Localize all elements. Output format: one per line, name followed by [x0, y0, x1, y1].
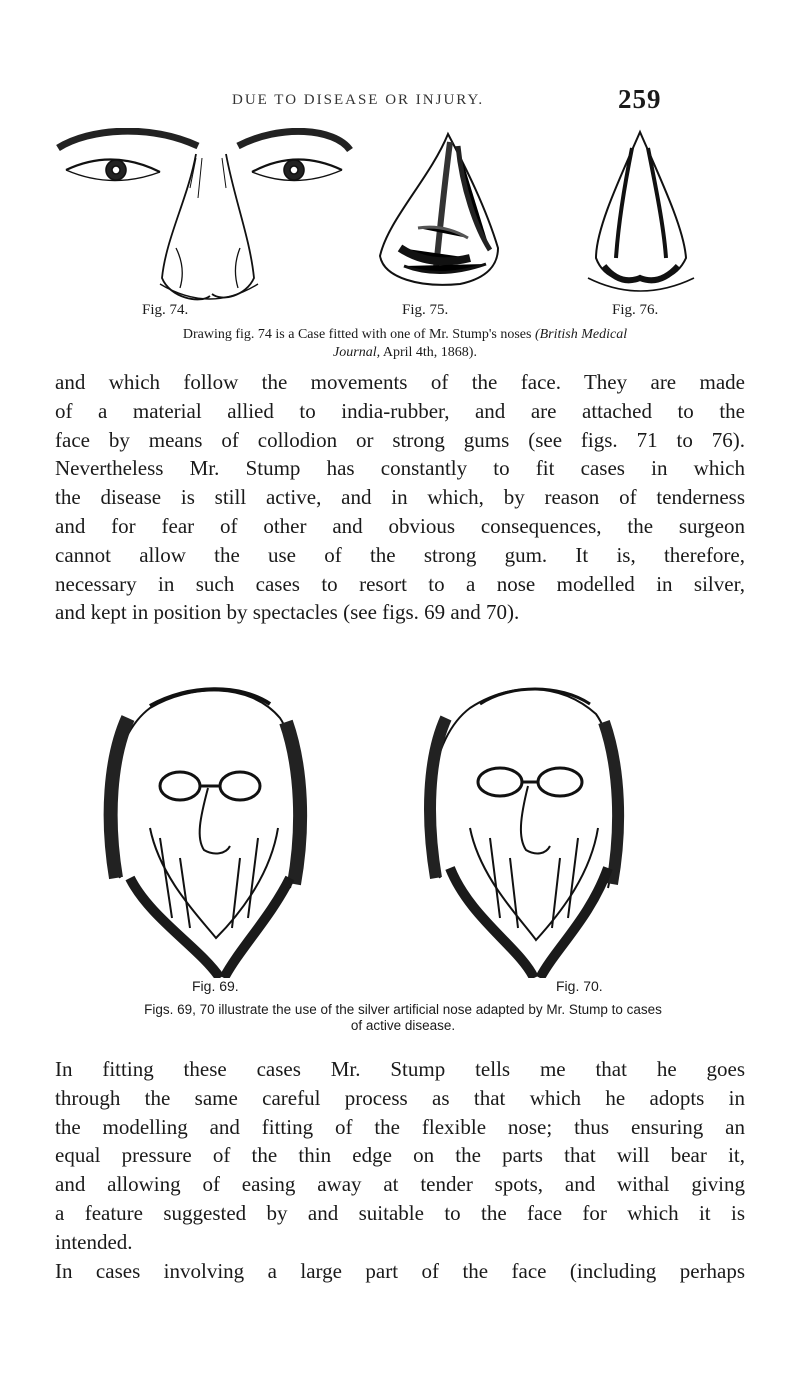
running-title: DUE TO DISEASE OR INJURY.: [232, 92, 485, 108]
paragraph-1: [55, 368, 745, 627]
fig-75-drawing: [380, 134, 498, 285]
text-line: In cases involving a large part of the face (including perhaps: [55, 1259, 745, 1283]
text-line: a feature suggested by and suitable to the face for which it is: [55, 1200, 745, 1225]
paragraph-3: [55, 1257, 745, 1286]
text-line: Nevertheless Mr. Stump has constantly to fit cases in which: [55, 456, 745, 481]
fig-70-label: Fig. 70.: [556, 978, 603, 994]
text-line: equal pressure of the thin edge on the parts that will bear it,: [55, 1143, 745, 1168]
text-line: the disease is still active, and in which, by reason of tenderness: [55, 485, 745, 510]
text-line: and allowing of easing away at tender spots, and withal giving: [55, 1172, 745, 1197]
caption-74-journal: (British Medical: [534, 327, 628, 342]
paragraph-2: [55, 1055, 745, 1257]
page-number: 259: [618, 84, 662, 114]
text-line: through the same careful process as that which he adopts in: [55, 1085, 745, 1110]
caption-74-journal-line2: Journal,: [333, 345, 381, 360]
fig-75-label: Fig. 75.: [402, 302, 449, 318]
text-line: and kept in position by spectacles (see figs. 69 and 70).: [55, 600, 520, 625]
caption-69-line2: of active disease.: [350, 1018, 456, 1033]
fig-69-label: Fig. 69.: [192, 978, 239, 994]
fig-74-label: Fig. 74.: [142, 302, 189, 318]
text-line: the modelling and fitting of the flexible nose; thus ensuring an: [55, 1114, 745, 1139]
text-line: and which follow the movements of the face. They are made: [55, 370, 745, 394]
text-line: face by means of collodion or strong gums (see figs. 71 to 76).: [55, 427, 745, 452]
figure-group-69-70: [0, 678, 800, 994]
text-line: and for fear of other and obvious consequences, the surgeon: [55, 513, 745, 538]
fig-76-drawing: [588, 132, 694, 291]
caption-69-line1: Figs. 69, 70 illustrate the use of the silver artificial nose adapted by Mr. Stump to cases: [144, 1002, 662, 1017]
fig-69-drawing: [110, 689, 300, 978]
portrait-illustrations: [0, 678, 800, 978]
caption-74-date: April 4th, 1868).: [382, 345, 477, 360]
text-line: cannot allow the use of the strong gum. It is, therefore,: [55, 542, 745, 567]
fig-76-label: Fig. 76.: [612, 302, 659, 318]
figure-caption-69-70: [58, 1002, 748, 1034]
figure-caption-74-76: [55, 326, 755, 362]
text-line: of a material allied to india-rubber, and are attached to the: [55, 398, 745, 423]
fig-70-drawing: [430, 689, 618, 978]
running-head: [0, 84, 800, 118]
fig-74-drawing: [58, 131, 350, 299]
figure-group-74-76: [0, 128, 800, 318]
text-line: intended.: [55, 1229, 133, 1254]
caption-74-text: Drawing fig. 74 is a Case fitted with one of Mr. Stump's noses: [182, 327, 532, 342]
text-line: necessary in such cases to resort to a nose modelled in silver,: [55, 571, 745, 596]
nose-illustrations: [0, 128, 800, 308]
text-line: In fitting these cases Mr. Stump tells me that he goes: [55, 1057, 745, 1081]
